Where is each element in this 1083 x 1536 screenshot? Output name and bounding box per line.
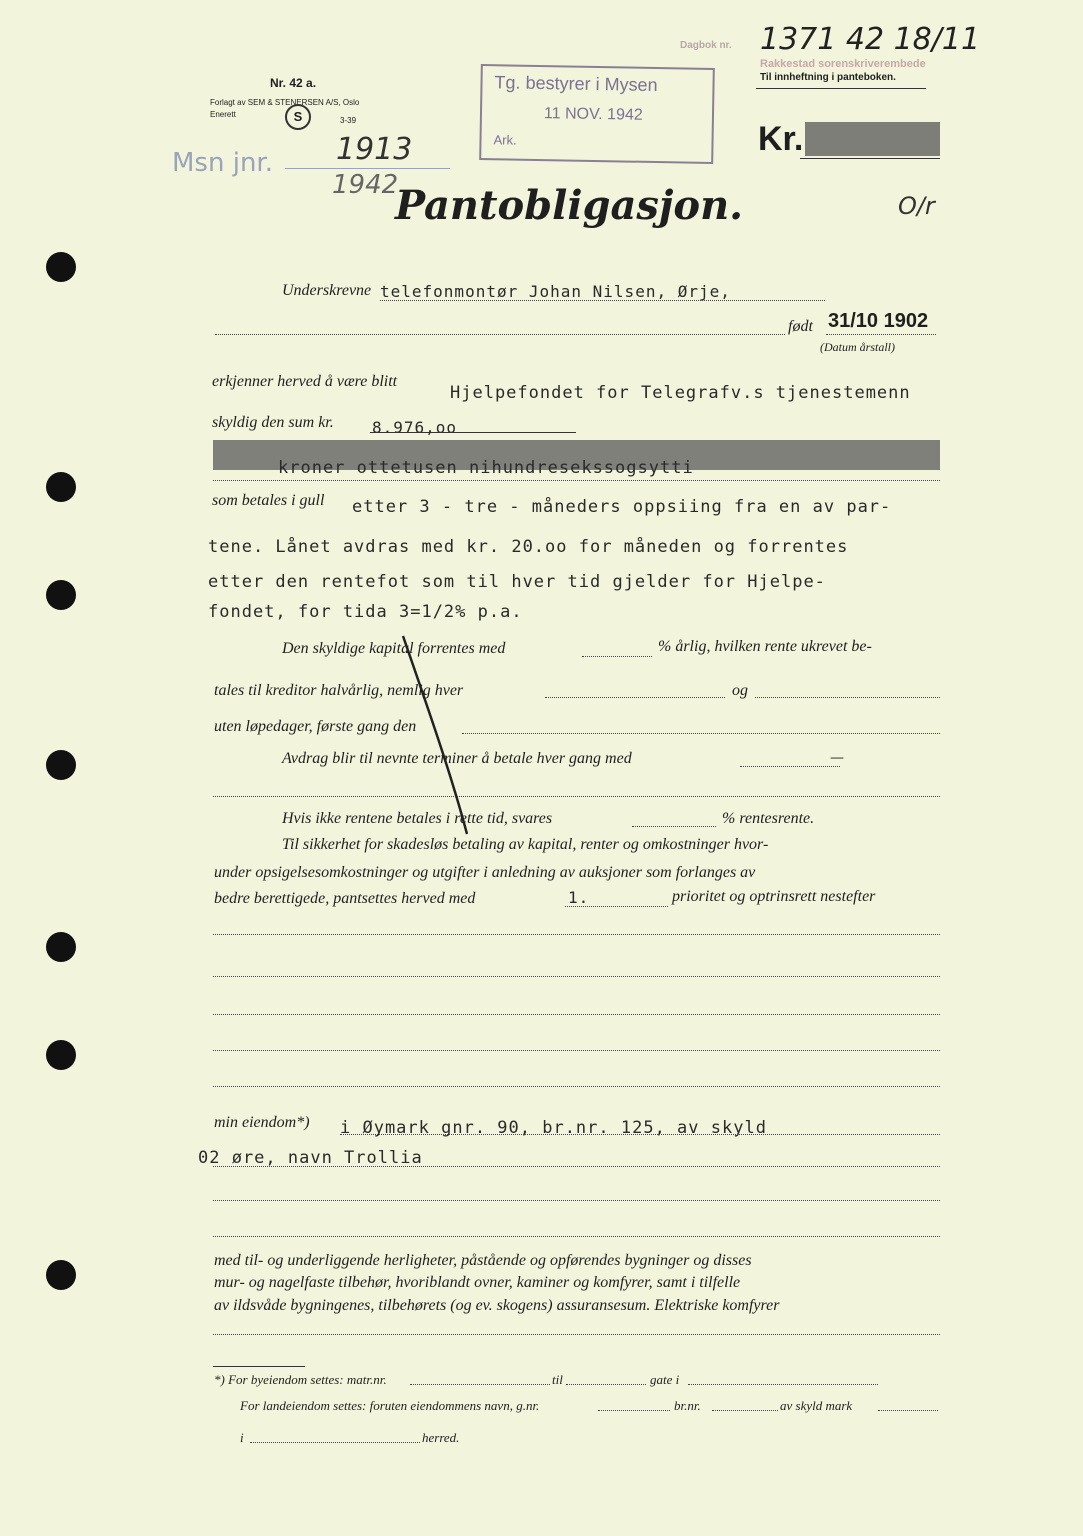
court-office-stamp: Rakkestad sorenskriverembede (760, 58, 926, 70)
footnote-line (712, 1410, 778, 1411)
appurtenance-line-2: mur- og nagelfaste tilbehør, hvoriblandt ovner, kaminer og komfyrer, samt i tilfelle (214, 1274, 741, 1291)
blank-line (213, 934, 940, 935)
blank-line (213, 976, 940, 977)
installment-line (740, 766, 840, 767)
acknowledge-label: erkjenner herved å være blitt (212, 373, 398, 390)
kr-redacted-box (805, 122, 940, 156)
footnote-city: *) For byeiendom settes: matr.nr. (214, 1372, 387, 1387)
office-stamp (479, 64, 715, 164)
binding-underline (756, 88, 926, 89)
blank-line (213, 1200, 940, 1201)
security-line-3: bedre berettigede, pantsettes herved med (214, 890, 476, 907)
stamp-ark: Ark. (493, 132, 517, 148)
punch-hole (46, 580, 76, 610)
property-label: min eiendom*) (214, 1114, 310, 1131)
terms-line-3: etter den rentefot som til hver tid gjelder for Hjelpe- (208, 572, 826, 592)
property-line-b (213, 1166, 940, 1167)
blank-line (213, 1236, 940, 1237)
binding-note: Til innheftning i panteboken. (760, 72, 896, 83)
priority-value: 1. (568, 888, 590, 907)
edition: 3-39 (340, 116, 357, 125)
cross-out-stroke (395, 630, 475, 840)
footnote-line (566, 1384, 646, 1385)
appurtenance-line-1: med til- og underliggende herligheter, påstående og opførendes bygninger og disses (214, 1252, 752, 1269)
msn-line (285, 168, 450, 169)
owe-label: skyldig den sum kr. (212, 414, 334, 431)
installment-label: Avdrag blir til nevnte terminer å betale hver gang med (282, 750, 632, 767)
payment-label: som betales i gull (212, 492, 325, 509)
register-label: Dagbok nr. (680, 40, 732, 51)
blank-line (213, 1334, 940, 1335)
interest-term-line (545, 697, 725, 698)
punch-hole (46, 932, 76, 962)
security-line-1: Til sikkerhet for skadesløs betaling av kapital, renter og omkostninger hvor- (282, 836, 769, 853)
footnote-i: i (240, 1430, 244, 1445)
footnote-line (250, 1442, 420, 1443)
footnote-line (410, 1384, 550, 1385)
interest-first-line (462, 733, 940, 734)
footnote-brnr: br.nr. (674, 1398, 701, 1413)
kr-label: Kr. (758, 120, 804, 158)
punch-hole (46, 1260, 76, 1290)
undersigned-line-2 (215, 334, 785, 335)
born-line (826, 334, 936, 335)
msn-year: 1942 (332, 170, 399, 200)
footnote-line (878, 1410, 938, 1411)
footnote-line (688, 1384, 878, 1385)
born-hint: (Datum årstall) (820, 340, 895, 354)
installment-line-2 (213, 796, 940, 797)
stamp-office: Tg. bestyrer i Mysen (494, 72, 658, 96)
interest-rate-line (582, 656, 652, 657)
form-number: Nr. 42 a. (270, 76, 317, 90)
punch-hole (46, 1040, 76, 1070)
late-interest-tail: % rentesrente. (722, 810, 815, 827)
sum-in-words: kroner ottetusen nihundresekssogsytti (278, 458, 694, 478)
kr-underline (800, 158, 940, 159)
sum-words-line (213, 480, 940, 481)
interest-terms: % årlig, hvilken rente ukrevet be- (658, 638, 872, 655)
footnote-herred: herred. (422, 1430, 460, 1445)
footnote-gate: gate i (650, 1372, 680, 1387)
footnote-skyld: av skyld mark (780, 1398, 853, 1413)
late-interest: Hvis ikke rentene betales i rette tid, svares (282, 810, 553, 827)
interest-term-line-2 (755, 697, 940, 698)
born-label: født (788, 318, 813, 335)
footnote-rural: For landeiendom settes: foruten eiendommens navn, g.nr. (240, 1398, 540, 1413)
installment-dash: — (830, 750, 844, 766)
undersigned-label: Underskrevne (282, 282, 372, 299)
blank-line (213, 1086, 940, 1087)
creditor-name: Hjelpefondet for Telegrafv.s tjenestemenn (450, 383, 911, 403)
publisher: Forlagt av SEM & STENERSEN A/S, Oslo (210, 98, 360, 107)
security-line-2: under opsigelsesomkostninger og utgifter i anledning av auksjoner som forlanges av (214, 864, 756, 881)
undersigned-line (380, 300, 825, 301)
interest-first: uten løpedager, første gang den (214, 718, 417, 735)
born-value: 31/10 1902 (828, 310, 929, 332)
property-line-2: 02 øre, navn Trollia (198, 1148, 423, 1168)
msn-number: 1913 (336, 132, 413, 167)
footnote-til: til (552, 1372, 563, 1387)
terms-line-2: tene. Lånet avdras med kr. 20.oo for måneden og forrentes (208, 537, 849, 557)
appurtenance-line-3: av ildsvåde bygningenes, tilbehørets (og ev. skogens) assuransesum. Elektriske komfyrer (214, 1297, 780, 1314)
publisher-sub: Enerett (210, 110, 236, 119)
interest-and: og (732, 682, 748, 699)
undersigned-value: telefonmontør Johan Nilsen, Ørje, (380, 282, 731, 301)
priority-line (565, 906, 668, 907)
property-line (340, 1134, 940, 1135)
register-handwriting: 1371 42 18/11 (760, 22, 981, 57)
blank-line (213, 1050, 940, 1051)
title-mark: O/r (898, 192, 935, 220)
punch-hole (46, 750, 76, 780)
document-title: Pantobligasjon. (395, 182, 744, 229)
interest-label: Den skyldige kapital forrentes med (282, 640, 506, 657)
terms-line-1: etter 3 - tre - måneders oppsiing fra en av par- (352, 497, 892, 517)
sum-underline (370, 432, 576, 433)
punch-hole (46, 252, 76, 282)
stamp-date: 11 NOV. 1942 (543, 105, 643, 124)
late-rate-line (632, 826, 716, 827)
footnote-line (598, 1410, 670, 1411)
footnote-rule (213, 1366, 305, 1367)
property-line-1: i Øymark gnr. 90, br.nr. 125, av skyld (340, 1118, 767, 1138)
msn-label: Msn jnr. (172, 148, 273, 178)
sum-figure: 8.976,oo (372, 418, 458, 437)
security-line-3b: prioritet og optrinsrett nestefter (672, 888, 876, 905)
interest-halfyear: tales til kreditor halvårlig, nemlig hver (214, 682, 464, 699)
punch-hole (46, 472, 76, 502)
publisher-logo: S (285, 104, 311, 130)
terms-line-4: fondet, for tida 3=1/2% p.a. (208, 602, 523, 622)
blank-line (213, 1014, 940, 1015)
